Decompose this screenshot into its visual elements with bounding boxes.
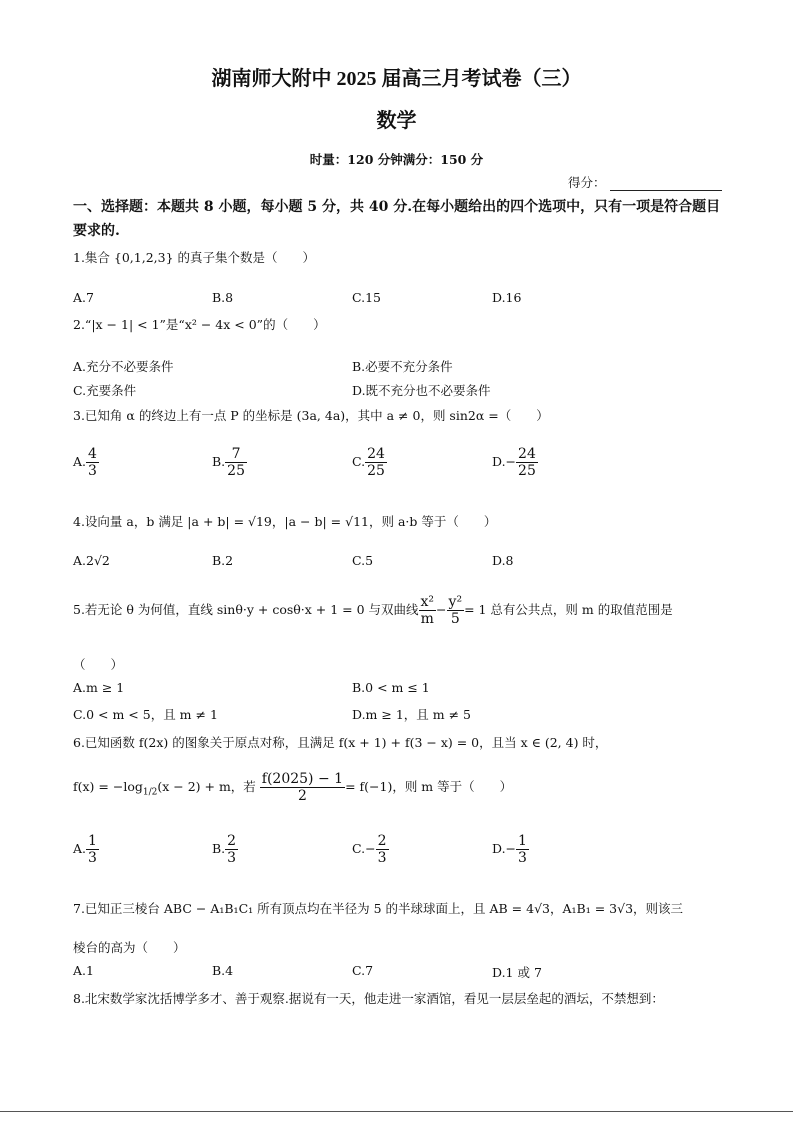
- question-1-option-a: A.7: [73, 290, 94, 305]
- question-7-stem-line2: 棱台的高为（ ）: [73, 940, 186, 955]
- denominator: 25: [367, 463, 385, 479]
- fraction: [516, 833, 529, 866]
- question-3-option-d: [492, 446, 538, 479]
- denominator: 3: [88, 463, 97, 479]
- question-4-option-a: A.2√2: [73, 553, 110, 568]
- fraction: [365, 446, 387, 479]
- fraction: [516, 446, 538, 479]
- stem-text-post: = f(−1)，则 m 等于（ ）: [345, 779, 513, 794]
- fraction-f2025: [260, 771, 345, 804]
- section-heading: 一、选择题：本题共 8 小题，每小题 5 分，共 40 分.在每小题给出的四个选项中，只有一项是符合题目要求的.: [73, 199, 721, 239]
- question-7-option-c: C.7: [352, 963, 374, 978]
- question-6-stem-line2: [73, 771, 512, 804]
- question-1-option-d: D.16: [492, 290, 522, 305]
- option-label: D.−: [492, 841, 517, 856]
- numerator: f(2025) − 1: [261, 771, 344, 787]
- question-5-stem: [73, 594, 673, 627]
- denominator: 2: [297, 788, 307, 804]
- numerator: x²: [420, 594, 435, 610]
- option-label: C.: [352, 454, 366, 469]
- stem-text-pre: 5.若无论 θ 为何值，直线 sinθ·y + cosθ·x + 1 = 0 与双曲线: [73, 602, 419, 617]
- question-3-option-a: [73, 446, 99, 479]
- fraction-y2-5: [447, 594, 465, 627]
- question-2-stem: 2.“|x − 1| < 1”是“x² − 4x < 0”的（ ）: [73, 317, 326, 332]
- question-7-option-d: D.1 或 7: [492, 965, 542, 980]
- fraction: [376, 833, 389, 866]
- question-3-option-c: [352, 446, 387, 479]
- question-5-option-b: B.0 < m ≤ 1: [352, 680, 430, 695]
- score-field: [568, 173, 722, 191]
- numerator: 1: [88, 833, 97, 849]
- question-3-option-b: [212, 446, 247, 479]
- numerator: 7: [225, 446, 247, 463]
- question-6-stem: 6.已知函数 f(2x) 的图象关于原点对称，且满足 f(x + 1) + f(3 − x) = 0，且当 x ∈ (2, 4) 时，: [73, 735, 608, 750]
- stem-text-mid: (x − 2) + m，若: [157, 779, 256, 794]
- denominator: 3: [518, 850, 527, 866]
- numerator: 2: [227, 833, 237, 849]
- question-5-option-a: A.m ≥ 1: [73, 680, 125, 695]
- question-6-option-a: [73, 833, 99, 866]
- question-5-option-c: C.0 < m < 5，且 m ≠ 1: [73, 707, 218, 722]
- denominator: 25: [227, 463, 245, 479]
- question-3-stem: 3.已知角 α 的终边上有一点 P 的坐标是 (3a, 4a)，其中 a ≠ 0，则 sin2α =（ ）: [73, 408, 549, 423]
- denominator: 25: [518, 463, 536, 479]
- subject-heading: 数学: [376, 108, 417, 132]
- question-7-option-a: A.1: [73, 963, 94, 978]
- question-7-stem: 7.已知正三棱台 ABC − A₁B₁C₁ 所有顶点均在半径为 5 的半球球面上，且 AB = 4√3，A₁B₁ = 3√3，则该三: [73, 901, 684, 916]
- denominator: 3: [88, 850, 97, 866]
- denominator: m: [420, 611, 434, 627]
- question-5-option-d: D.m ≥ 1，且 m ≠ 5: [352, 707, 471, 722]
- question-4-stem: 4.设向量 a，b 满足 |a + b| = √19，|a − b| = √11，则 a·b 等于（ ）: [73, 514, 497, 529]
- numerator: 1: [518, 833, 527, 849]
- option-label: A.: [73, 841, 87, 856]
- question-6-option-c: [352, 833, 389, 866]
- question-6-option-b: [212, 833, 238, 866]
- minus-sign: −: [436, 602, 447, 617]
- fraction: [86, 446, 99, 479]
- denominator: 3: [227, 850, 237, 866]
- question-2-option-b: B.必要不充分条件: [352, 359, 453, 374]
- numerator: 2: [377, 833, 387, 849]
- question-2-option-a: A.充分不必要条件: [73, 359, 174, 374]
- fraction: [225, 446, 247, 479]
- question-6-option-d: [492, 833, 529, 866]
- question-4-option-c: C.5: [352, 553, 374, 568]
- question-4-option-b: B.2: [212, 553, 234, 568]
- question-2-option-c: C.充要条件: [73, 383, 137, 398]
- score-blank-line: [610, 178, 722, 191]
- option-label: C.−: [352, 841, 376, 856]
- question-1-option-b: B.8: [212, 290, 234, 305]
- numerator: 24: [518, 446, 536, 462]
- page-title: 湖南师大附中 2025 届高三月考试卷（三）: [211, 68, 582, 90]
- page-bottom-rule: [0, 1111, 793, 1112]
- question-8-stem: 8.北宋数学家沈括博学多才、善于观察.据说有一天，他走进一家酒馆，看见一层层垒起的酒坛，不禁想到：: [73, 991, 664, 1006]
- option-label: B.: [212, 454, 226, 469]
- option-label: D.−: [492, 454, 517, 469]
- stem-text-pre: f(x) = −log: [73, 779, 143, 794]
- option-label: B.: [212, 841, 226, 856]
- denominator: 5: [450, 611, 460, 627]
- question-2-option-d: D.既不充分也不必要条件: [352, 383, 491, 398]
- fraction: [225, 833, 238, 866]
- fraction-x2-m: [419, 594, 437, 627]
- stem-text-post: = 1 总有公共点，则 m 的取值范围是: [464, 602, 673, 617]
- denominator: 3: [377, 850, 387, 866]
- log-base: 1/2: [142, 787, 158, 798]
- score-label: 得分：: [568, 175, 606, 190]
- fraction: [86, 833, 99, 866]
- question-1-option-c: C.15: [352, 290, 381, 305]
- numerator: y²: [448, 594, 463, 610]
- exam-time-info: 时量：120 分钟满分：150 分: [309, 152, 484, 167]
- option-label: A.: [73, 454, 87, 469]
- question-1-stem: 1.集合 {0,1,2,3} 的真子集个数是（ ）: [73, 250, 316, 265]
- question-7-option-b: B.4: [212, 963, 234, 978]
- numerator: 4: [88, 446, 97, 462]
- question-4-option-d: D.8: [492, 553, 514, 568]
- numerator: 24: [367, 446, 385, 462]
- question-5-paren: （ ）: [73, 657, 124, 672]
